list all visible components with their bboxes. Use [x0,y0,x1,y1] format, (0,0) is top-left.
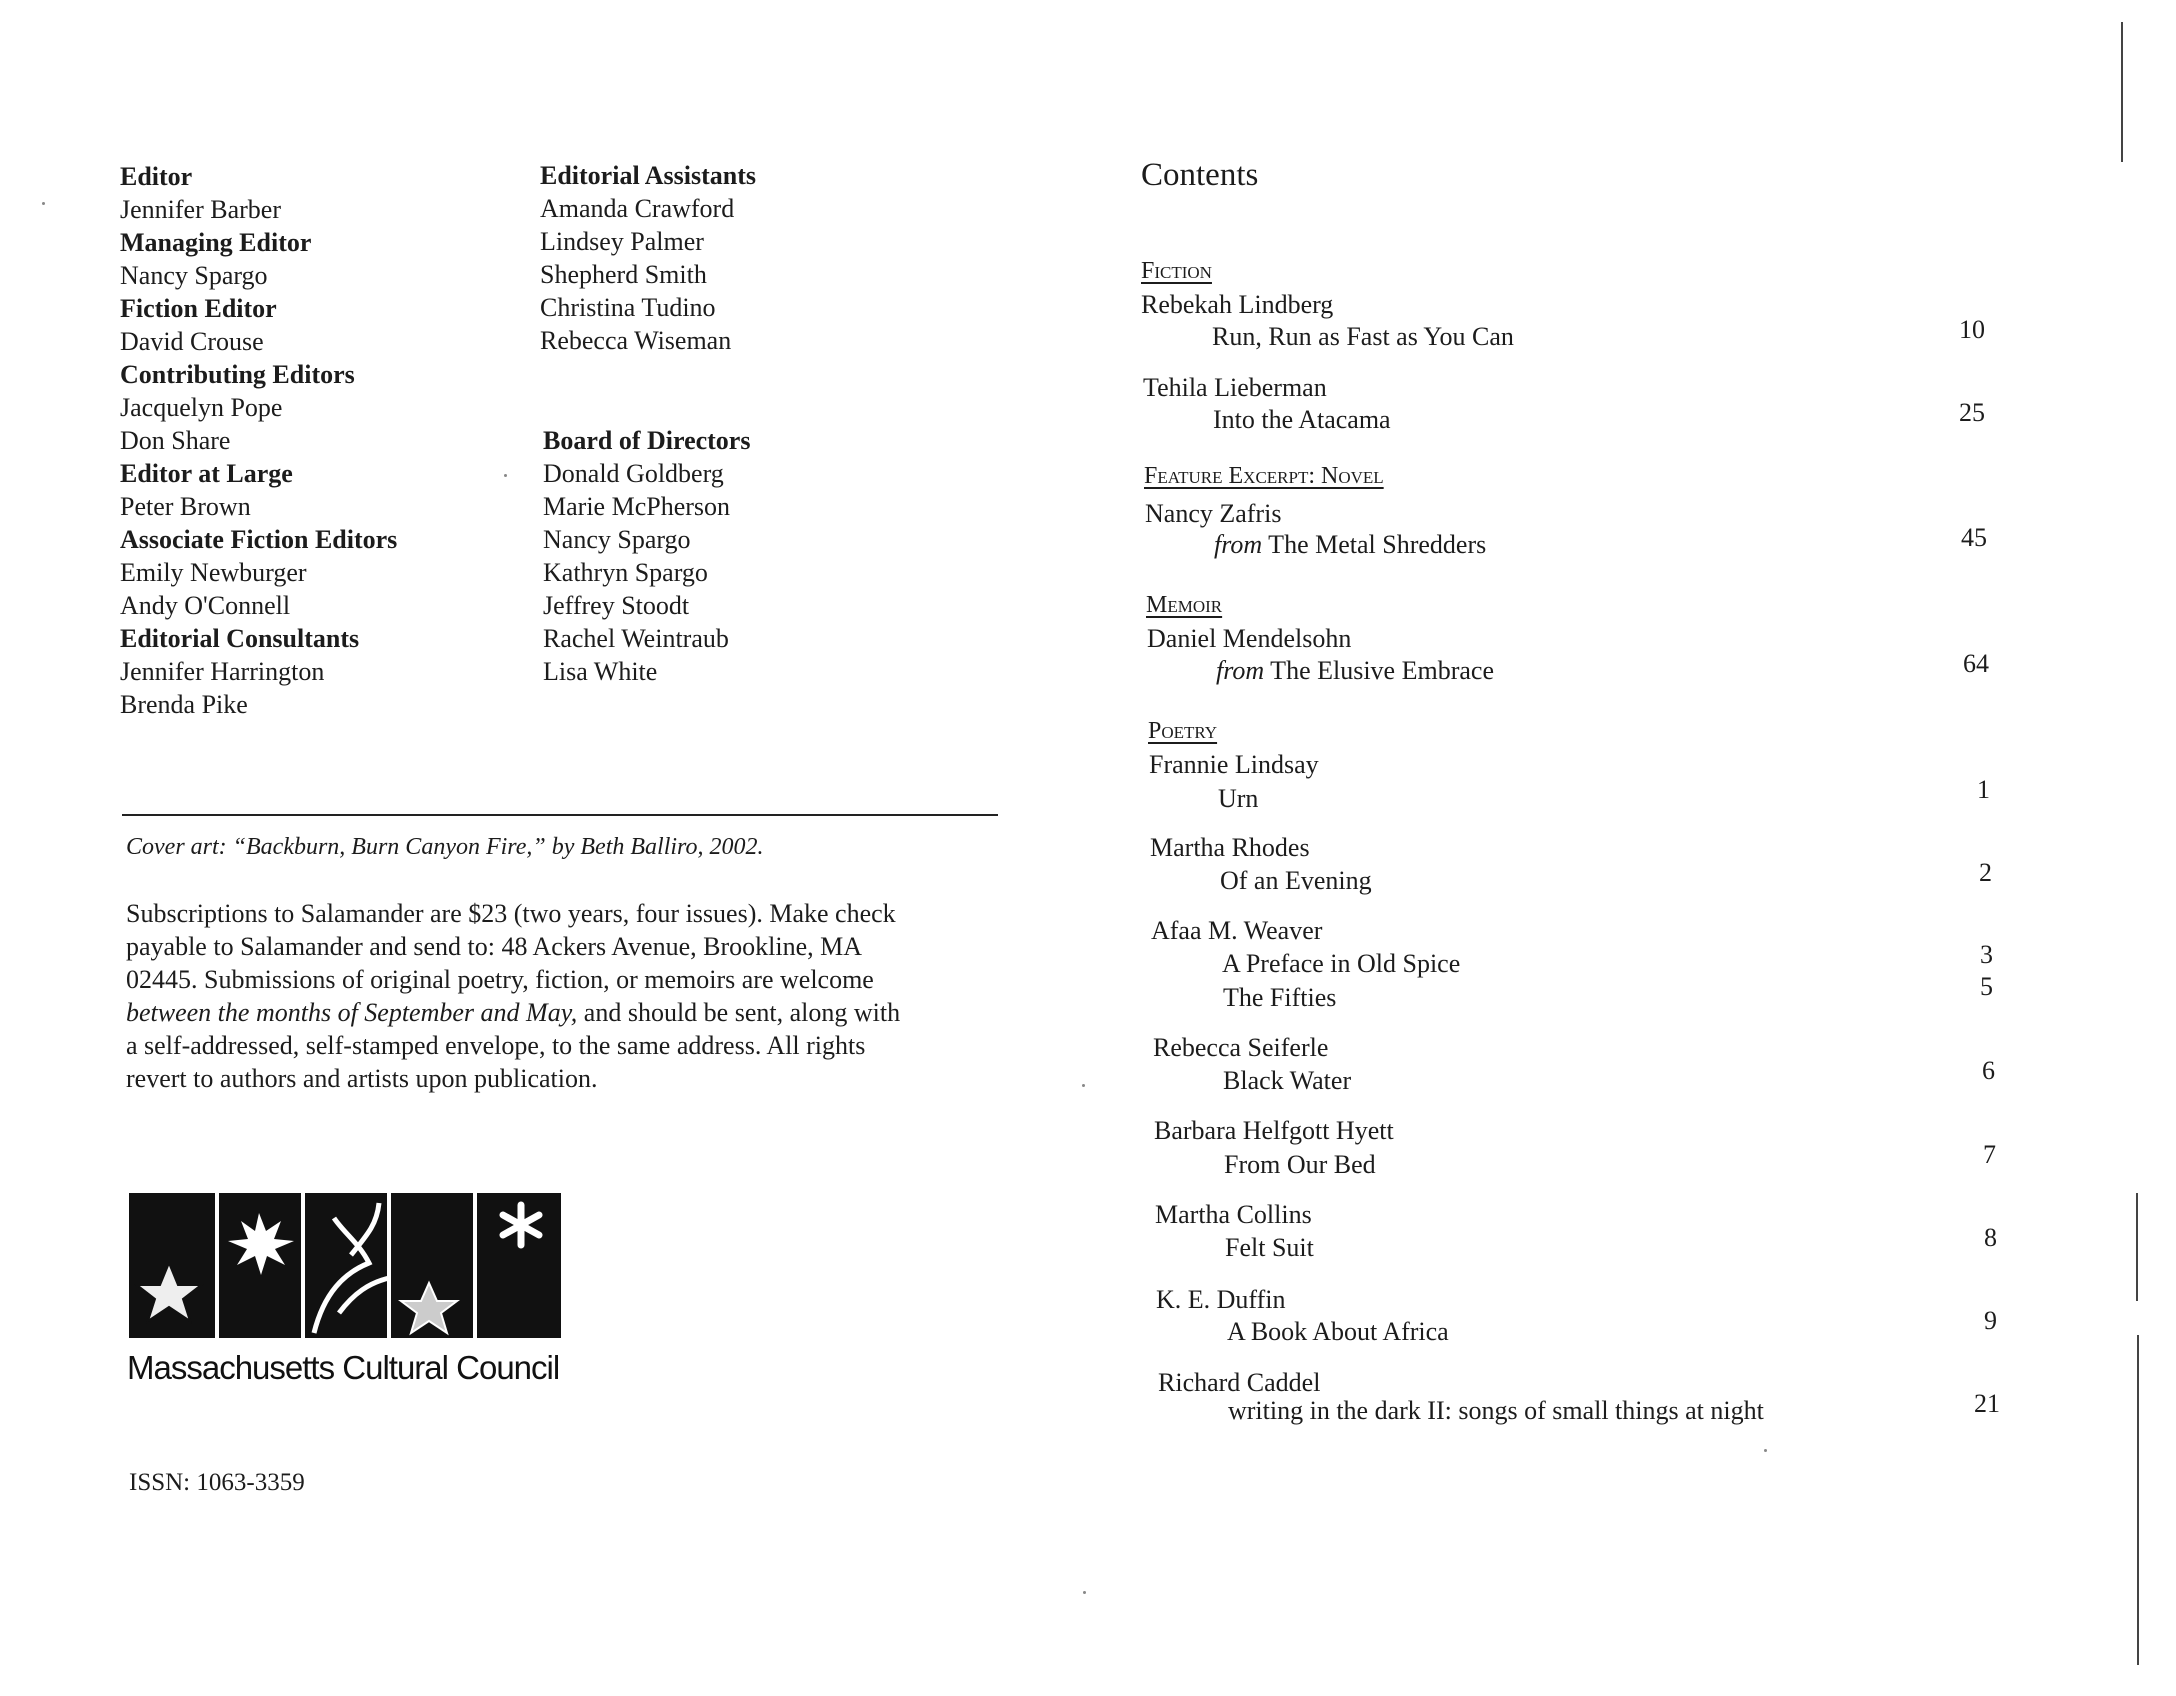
masthead-name: Lisa White [543,657,658,686]
toc-page-number: 7 [1983,1140,1996,1169]
notice-line [126,996,1026,1029]
masthead-name: Kathryn Spargo [543,558,708,587]
masthead-name: Christina Tudino [540,293,716,322]
scan-edge-line [2137,1335,2139,1665]
notice-italic-phrase: between the months of September and May, [126,998,578,1027]
toc-title: Of an Evening [1220,866,1372,895]
masthead-name: Jennifer Harrington [120,657,325,686]
toc-title [1214,530,1486,560]
toc-title: Urn [1218,784,1259,813]
masthead-name: Rachel Weintraub [543,624,729,653]
toc-author: Rebekah Lindberg [1141,290,1334,319]
masthead-role-heading: Editorial Assistants [540,161,756,190]
scan-speck [1082,1084,1085,1087]
toc-title [1216,656,1494,686]
masthead-role-heading: Associate Fiction Editors [120,525,398,554]
toc-page-number: 3 [1980,940,1993,969]
masthead-role-heading: Contributing Editors [120,360,355,389]
masthead-name: Nancy Spargo [120,261,268,290]
scan-edge-line [2136,1193,2138,1301]
masthead-column-1 [120,160,397,721]
toc-page-number: 10 [1959,315,1985,344]
toc-page-number: 1 [1977,775,1990,804]
toc-title: Felt Suit [1225,1233,1314,1262]
notice-line: 02445. Submissions of original poetry, fiction, or memoirs are welcome [126,965,874,994]
toc-title: Into the Atacama [1213,405,1391,434]
toc-title-text: The Elusive Embrace [1264,656,1494,685]
notice-line: payable to Salamander and send to: 48 Ackers Avenue, Brookline, MA [126,932,863,961]
toc-page-number: 45 [1961,523,1987,552]
toc-page-number: 2 [1979,858,1992,887]
cover-art-credit: Cover art: “Backburn, Burn Canyon Fire,” by Beth Balliro, 2002. [126,834,764,860]
masthead-name: Nancy Spargo [543,525,691,554]
toc-page-number: 25 [1959,398,1985,427]
toc-author: Nancy Zafris [1145,499,1282,528]
toc-author: Richard Caddel [1158,1368,1321,1397]
masthead-name: Rebecca Wiseman [540,326,732,355]
notice-line: a self-addressed, self-stamped envelope, to the same address. All rights [126,1031,866,1060]
toc-title-prefix: from [1216,656,1265,685]
section-heading-poetry: Poetry [1148,718,1218,744]
scan-speck [1764,1449,1767,1452]
scan-edge-line [2121,22,2123,162]
scan-speck [504,474,507,477]
masthead-name: Donald Goldberg [543,459,724,488]
toc-author: Afaa M. Weaver [1151,916,1323,945]
contents-title: Contents [1141,157,1259,193]
masthead-column-board [543,424,750,688]
issn: ISSN: 1063-3359 [129,1469,305,1496]
section-heading-memoir: Memoir [1146,592,1223,618]
toc-author: Rebecca Seiferle [1153,1033,1329,1062]
masthead-name: Emily Newburger [120,558,307,587]
toc-title-prefix: from [1214,530,1263,559]
toc-page-number: 5 [1980,972,1993,1001]
toc-title: A Preface in Old Spice [1222,949,1461,978]
toc-page-number: 6 [1982,1056,1995,1085]
toc-author: Tehila Lieberman [1143,373,1327,402]
section-heading-feature-excerpt: Feature Excerpt: Novel [1144,463,1384,489]
divider-rule [122,814,998,816]
toc-author: Barbara Helfgott Hyett [1154,1116,1394,1145]
toc-author: Martha Rhodes [1150,833,1310,862]
toc-author: K. E. Duffin [1156,1285,1286,1314]
logo-caption: Massachusetts Cultural Council [127,1349,560,1386]
toc-page-number: 9 [1984,1306,1997,1335]
masthead-name: Marie McPherson [543,492,731,521]
masthead-role-heading: Editorial Consultants [120,624,360,653]
notice-line: Subscriptions to Salamander are $23 (two years, four issues). Make check [126,899,896,928]
masthead-name: Don Share [120,426,231,455]
notice-line: revert to authors and artists upon publication. [126,1064,598,1093]
masthead-role-heading: Board of Directors [543,426,751,455]
scan-speck [42,202,45,205]
toc-page-number: 64 [1963,649,1989,678]
toc-title: A Book About Africa [1227,1317,1449,1346]
toc-author: Daniel Mendelsohn [1147,624,1352,653]
masthead-name: Andy O'Connell [120,591,291,620]
masthead-name: Lindsey Palmer [540,227,704,256]
masthead-name: Brenda Pike [120,690,248,719]
masthead-name: Peter Brown [120,492,251,521]
toc-title: Run, Run as Fast as You Can [1212,322,1514,351]
massachusetts-cultural-council-logo [129,1193,561,1338]
masthead-role-heading: Editor [120,162,193,191]
masthead-name: Amanda Crawford [540,194,735,223]
notice-line-rest: and should be sent, along with [577,998,901,1027]
toc-author: Martha Collins [1155,1200,1312,1229]
masthead-name: Jeffrey Stoodt [543,591,690,620]
section-heading-fiction: Fiction [1141,258,1212,284]
scan-speck [1083,1591,1086,1594]
masthead-name: Shepherd Smith [540,260,707,289]
toc-page-number: 8 [1984,1223,1997,1252]
toc-page-number: 21 [1974,1389,2000,1418]
toc-title: Black Water [1223,1066,1352,1095]
masthead-name: Jacquelyn Pope [120,393,283,422]
masthead-column-editorial-assistants [540,159,756,357]
masthead-name: David Crouse [120,327,264,356]
toc-title: The Fifties [1223,983,1337,1012]
masthead-role-heading: Editor at Large [120,459,293,488]
toc-author: Frannie Lindsay [1149,750,1319,779]
toc-title: writing in the dark II: songs of small things at night [1228,1396,1764,1425]
masthead-role-heading: Managing Editor [120,228,312,257]
toc-title-text: The Metal Shredders [1262,530,1487,559]
toc-title: From Our Bed [1224,1150,1376,1179]
subscription-notice [126,897,1026,1095]
masthead-role-heading: Fiction Editor [120,294,277,323]
masthead-name: Jennifer Barber [120,195,281,224]
